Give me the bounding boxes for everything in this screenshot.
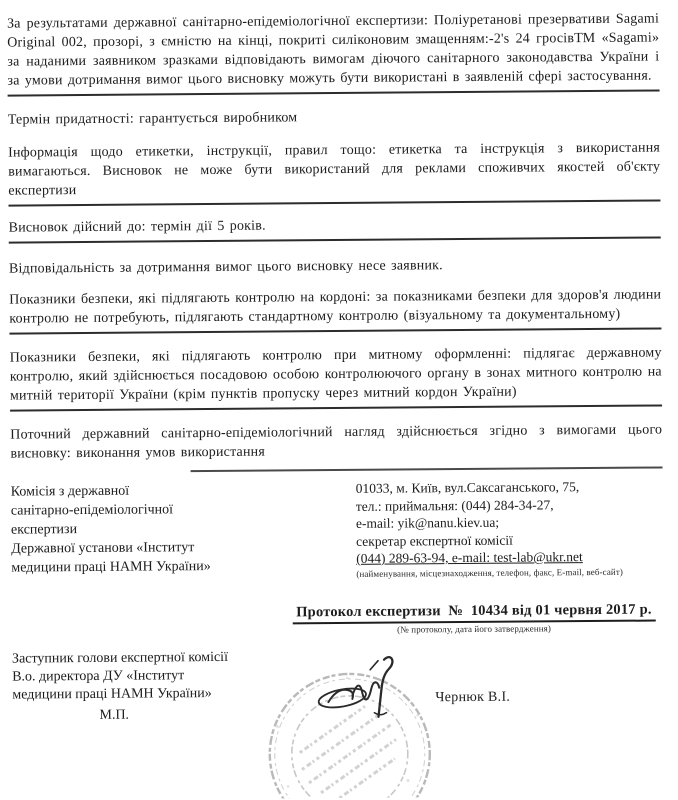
signer-name: Чернюк В.І. [435,689,511,706]
section-divider [8,199,660,206]
paragraph-valid-until: Висновок дійсний до: термін дії 5 років. [8,218,266,236]
paragraph-border-control: Показники безпеки, які підлягають контролю на кордоні: за показниками безпеки для здоров'я людини контролю не потребують, підлягають стандартному контролю (візуальному та документальному) [9,287,662,327]
seal-place-abbr: М.П. [99,707,130,723]
protocol-number-line: Протокол експертизи № 10434 від 01 червня 2017 р. [292,602,656,625]
section-divider [9,236,661,243]
paragraph-current-supervision: Поточний державний санітарно-епідеміологічний нагляд здійснюється згідно з вимогами цього висновку: виконання умов використання [10,422,663,462]
paragraph-customs-control: Показники безпеки, які підлягають контролю при митному оформленні: підлягає державному контролю, який здійснюється посадовою особою контролюючого органу в зонах митного контролю на митній території України (крім пунктів пропуску через митний кордон України) [9,345,662,404]
protocol-section [12,601,664,640]
signature-icon [304,649,415,725]
signatory-title: Заступник голови експертної комісії В.о. директора ДУ «Інститут медицини праці НАМН України» [11,649,228,703]
commission-block [11,477,664,582]
signature-section [12,645,665,800]
protocol-block [292,602,656,637]
commission-address-caption: (найменування, місцезнаходження, телефон, факс, E-mail, веб-сайт) [356,566,624,579]
commission-address: 01033, м. Київ, вул.Саксаганського, 75, тел.: приймальня: (044) 284-34-27, e-mail: yik@nanu.kiev.ua; секретар експертної комісії [355,479,580,549]
section-divider [9,327,661,334]
commission-contacts [356,478,657,580]
section-divider [10,404,662,411]
commission-contact-line: (044) 289-63-94, e-mail: test-lab@ukr.net [356,549,583,566]
paragraph-expertise-results: За результатами державної санітарно-епідеміологічної експертизи: Поліуретанові презервативи Sagami Original 002, прозорі, з ємністю на кінці, покриті силіконовим змащенням:-2's 24 гросівТМ «Sagami» за наданими заявником зразками відповідають вимогам діючого санітарного законодавства України і за умови дотримання вимог цього висновку можуть бути використані в заявленій сфері застосування. [6,11,660,89]
paragraph-responsibility: Відповідальність за дотримання вимог цього висновку несе заявник. [8,258,443,277]
paragraph-label-info: Інформація щодо етикетки, інструкції, правил тощо: етикетка та інструкція з використання вимагаються. Висновок не може бути використаний для реклами споживчих якостей об'єкту експертизи [7,140,661,199]
paragraph-shelf-life: Термін придатності: гарантується виробником [7,110,298,128]
section-divider [8,89,660,96]
protocol-caption: (№ протоколу, дата його затвердження) [397,623,552,635]
commission-name: Комісія з державної санітарно-епідеміологічної експертизи Державної установи «Інститут медицини праці НАМН України» [10,483,211,576]
section-divider [191,466,663,472]
